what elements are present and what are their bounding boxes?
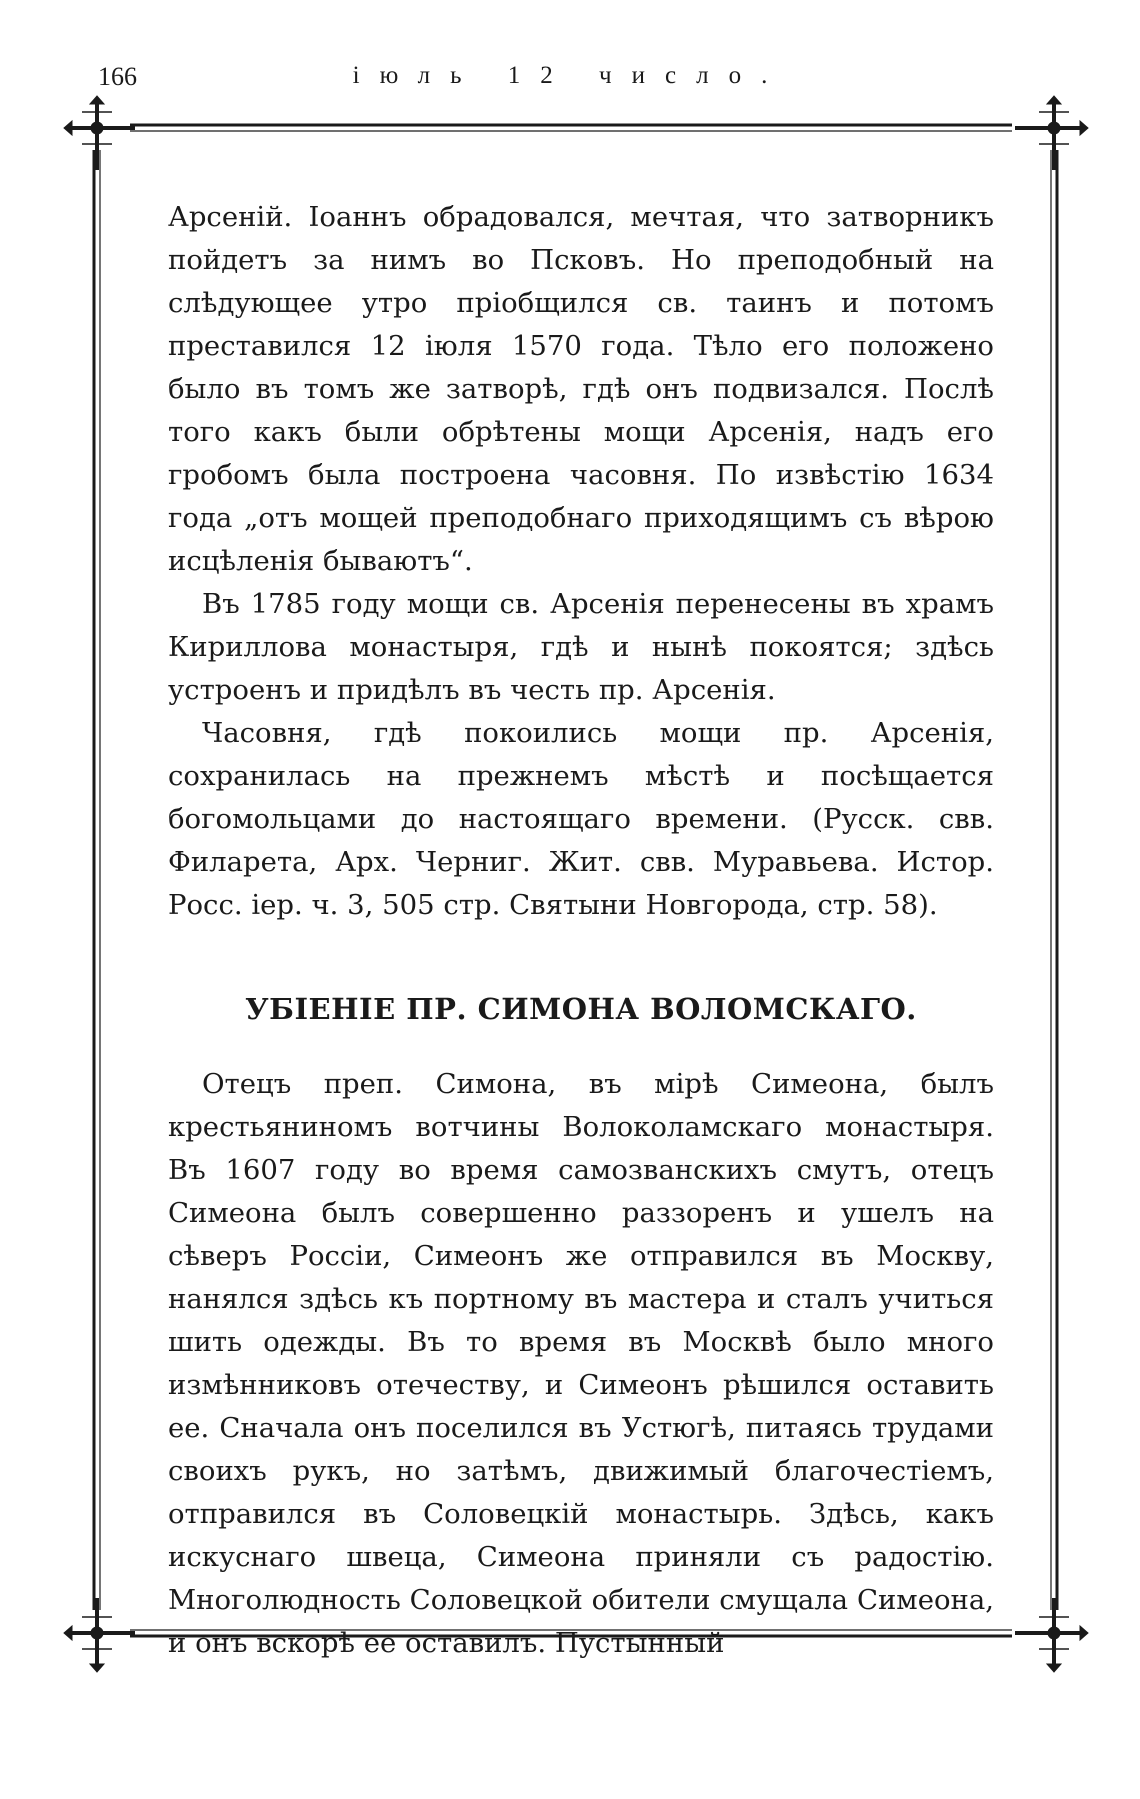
running-title: іюль 12 число. <box>352 62 788 89</box>
paragraph: Арсеній. Іоаннъ обрадовался, мечтая, что затворникъ пойдетъ за нимъ во Псковъ. Но преподобный на слѣдующее утро пріобщился св. таинъ и потомъ преставился 12 іюля 1570 года. Тѣло его положено было въ томъ же затворѣ, гдѣ онъ подвизался. Послѣ того какъ были обрѣтены мощи Арсенія, надъ его гробомъ была построена часовня. По извѣстію 1634 года „отъ мощей преподобнаго приходящимъ съ вѣрою исцѣленія бываютъ“. <box>168 201 994 577</box>
section-heading: УБІЕНІЕ ПР. СИМОНА ВОЛОМСКАГО. <box>245 992 917 1026</box>
paragraph: Въ 1785 году мощи св. Арсенія перенесены въ храмъ Кириллова монастыря, гдѣ и нынѣ покоятся; здѣсь устроенъ и придѣлъ въ честь пр. Арсенія. <box>168 588 994 706</box>
paragraph: Часовня, гдѣ покоились мощи пр. Арсенія, сохранилась на прежнемъ мѣстѣ и посѣщается богомольцами до настоящаго времени. (Русск. свв. Филарета, Арх. Черниг. Жит. свв. Муравьева. Истор. Росс. іер. ч. 3, 505 стр. Святыни Новгорода, стр. 58). <box>168 717 994 921</box>
page-body <box>168 196 994 1665</box>
paragraph: Отецъ преп. Симона, въ мірѣ Симеона, былъ крестьяниномъ вотчины Волоколамскаго монастыря. Въ 1607 году во время самозванскихъ смутъ, отецъ Симеона былъ совершенно раззоренъ и ушелъ на сѣверъ Россіи, Симеонъ же отправился въ Москву, нанялся здѣсь къ портному въ мастера и сталъ учиться шить одежды. Въ то время въ Москвѣ было много измѣнниковъ отечеству, и Симеонъ рѣшился оставить ее. Сначала онъ поселился въ Устюгѣ, питаясь трудами своихъ рукъ, но затѣмъ, движимый благочестіемъ, отправился въ Соловецкій монастырь. Здѣсь, какъ искуснаго швеца, Симеона приняли съ радостію. Многолюдность Соловецкой обители смущала Симеона, и онъ вскорѣ ее оставилъ. Пустынный <box>168 1068 994 1659</box>
page-number: 166 <box>98 62 137 91</box>
